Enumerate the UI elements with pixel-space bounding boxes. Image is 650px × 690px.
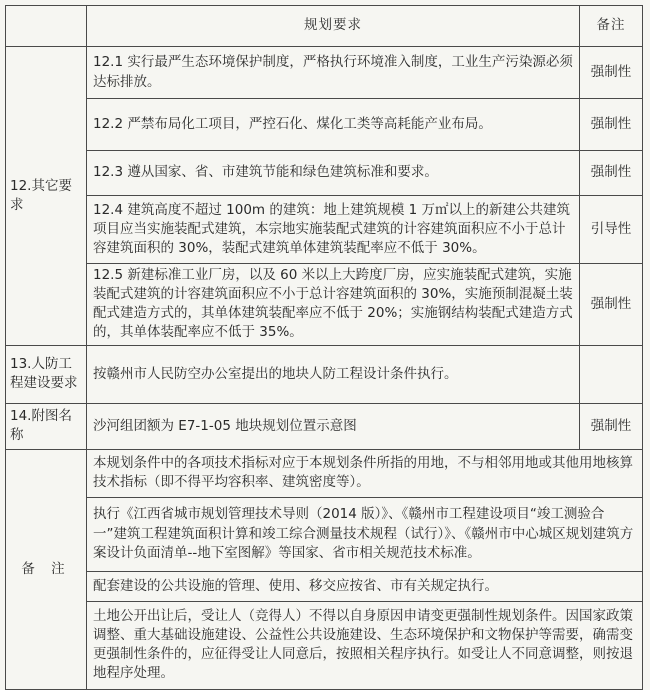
table-row <box>6 264 643 346</box>
note-item-2: 执行《江西省城市规划管理技术导则（2014 版）》、《赣州市工程建设项目“竣工测验合一”建筑工程建筑面积计算和竣工综合测量技术规程（试行）》、《赣州市中心城区规划建筑方案设计负面清单--地下室图解》等国家、省市相关规范技术标准。 <box>87 497 643 571</box>
notes-category: 备 注 <box>6 449 87 689</box>
remark-12-1: 强制性 <box>580 47 643 99</box>
section-12-category: 12.其它要求 <box>6 47 87 346</box>
note-item-3: 配套建设的公共设施的管理、使用、移交应按省、市有关规定执行。 <box>87 571 643 601</box>
requirement-12-2: 12.2 严禁布局化工项目，严控石化、煤化工类等高耗能产业布局。 <box>87 99 580 151</box>
requirement-12-5: 12.5 新建标准工业厂房，以及 60 米以上大跨度厂房，应实施装配式建筑，实施装配式建筑的计容建筑面积应不小于总计容建筑面积的 30%，实施预制混凝土装配式建造方式的，其单体建筑装配率应不低于 20%；实施钢结构装配式建造方式的，其单体装配率应不低于 35%。 <box>87 264 580 346</box>
remark-12-2: 强制性 <box>580 99 643 151</box>
requirement-13: 按赣州市人民防空办公室提出的地块人防工程设计条件执行。 <box>87 345 580 403</box>
table-row <box>6 47 643 99</box>
section-13-category: 13.人防工程建设要求 <box>6 345 87 403</box>
header-requirement: 规划要求 <box>87 6 580 47</box>
table-row <box>6 151 643 196</box>
remark-12-5: 强制性 <box>580 264 643 346</box>
planning-conditions-table <box>5 5 643 690</box>
table-header-row <box>6 6 643 47</box>
remark-12-4: 引导性 <box>580 196 643 264</box>
requirement-12-4: 12.4 建筑高度不超过 100m 的建筑：地上建筑规模 1 万㎡以上的新建公共建筑项目应当实施装配式建筑，本宗地实施装配式建筑的计容建筑面积应不小于总计容建筑面积的 30%，装配式建筑单体建筑装配率应不低于 30%。 <box>87 196 580 264</box>
table-row <box>6 449 643 497</box>
header-remark: 备注 <box>580 6 643 47</box>
table-row <box>6 196 643 264</box>
section-14-category: 14.附图名称 <box>6 403 87 449</box>
remark-14: 强制性 <box>580 403 643 449</box>
requirement-12-1: 12.1 实行最严生态环境保护制度，严格执行环境准入制度，工业生产污染源必须达标排放。 <box>87 47 580 99</box>
requirement-12-3: 12.3 遵从国家、省、市建筑节能和绿色建筑标准和要求。 <box>87 151 580 196</box>
header-blank-cell <box>6 6 87 47</box>
note-item-1: 本规划条件中的各项技术指标对应于本规划条件所指的用地，不与相邻用地或其他用地核算技术指标（即不得平均容积率、建筑密度等）。 <box>87 449 643 497</box>
table-row <box>6 601 643 689</box>
table-row <box>6 345 643 403</box>
requirement-14: 沙河组团额为 E7-1-05 地块规划位置示意图 <box>87 403 580 449</box>
table-row <box>6 497 643 571</box>
table-row <box>6 403 643 449</box>
remark-13 <box>580 345 643 403</box>
remark-12-3: 强制性 <box>580 151 643 196</box>
table-row <box>6 99 643 151</box>
table-row <box>6 571 643 601</box>
note-item-4: 土地公开出让后，受让人（竞得人）不得以自身原因申请变更强制性规划条件。因国家政策调整、重大基础设施建设、公益性公共设施建设、生态环境保护和文物保护等需要，确需变更强制性条件的，应征得受让人同意后，按照相关程序执行。如受让人不同意调整，则按退地程序处理。 <box>87 601 643 689</box>
